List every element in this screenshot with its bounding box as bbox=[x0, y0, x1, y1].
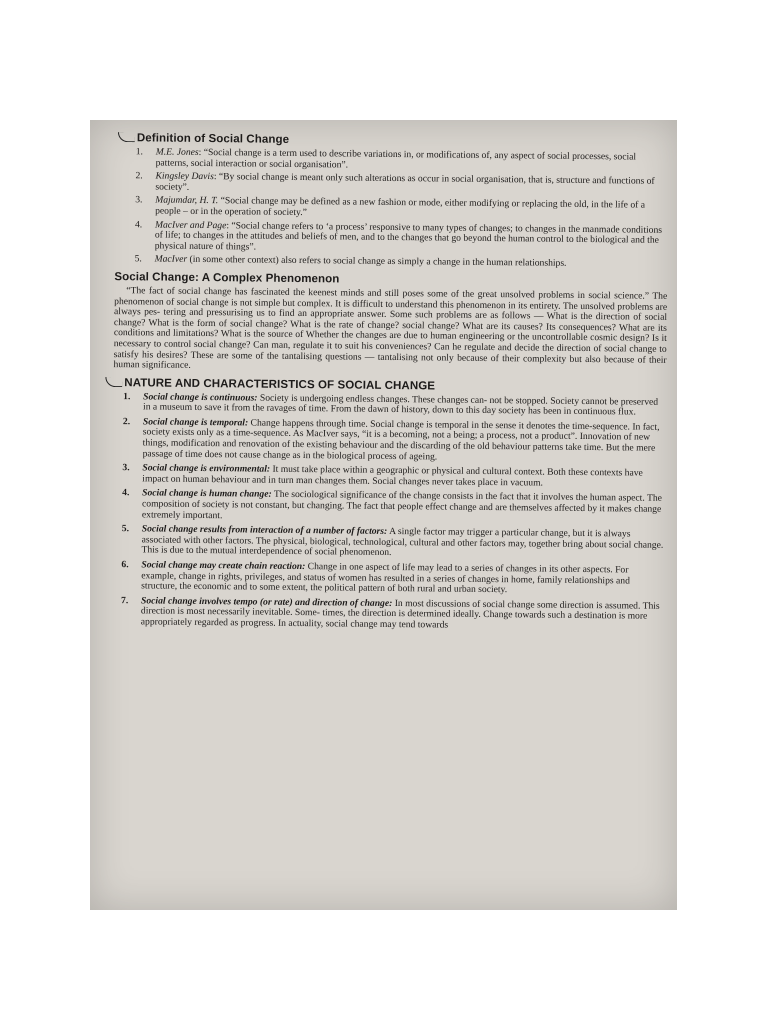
characteristic-text: Change happens through time. Social change is temporal in the sense it denotes the time-sequence. In fact, society exists only as a time-sequence. As MacIver says, “it is a becoming, not a being; a process, not a product”. Innovation of new things, modification and renovation of the existing behaviour and the discarding of the old behaviour patterns take time. But the mere passage of time does not cause change as in the biological process of ageing. bbox=[142, 417, 660, 463]
item-number: 5. bbox=[121, 523, 130, 535]
definition-author: MacIver and Page bbox=[154, 219, 227, 231]
definition-author: Kingsley Davis bbox=[155, 170, 214, 183]
definition-text: : “By social change is meant only such alterations as occur in social organisation, that is, structure and functions of society”. bbox=[155, 171, 655, 193]
characteristic-lead: Social change involves tempo (or rate) and direction of change: bbox=[140, 595, 393, 609]
characteristic-lead: Social change may create chain reaction: bbox=[141, 559, 306, 573]
tick-mark-icon bbox=[105, 377, 122, 387]
definition-item bbox=[107, 171, 668, 198]
characteristic-item bbox=[103, 560, 664, 598]
complex-paragraph: “The fact of social change has fascinated the keenest minds and still poses some of the great unsolved problems in social science.” The phenomenon of social change is not simple but complex. It is difficult to understand this phenomenon in its entirety. The unsolved problems are always pes- tering and pressurising us to find an appropriate answer. Some such problems are as follows — What is the direction of social change? What is the form of social change? What is the rate of change? social change? What are its causes? Its consequences? What are its conditions and limitations? What is the source of Whether the changes are due to human engineering or the uncontrollable cosmic design? Is it necessary to control social change? Can man, regulate it to suit his conveniences? Can he regulate and decide the direction of social change to satisfy his desires? These are some of the tantalising questions — tantalising not only because of their complexity but also because of their human significance. bbox=[113, 285, 668, 371]
item-number: 6. bbox=[121, 559, 129, 571]
item-number: 3. bbox=[122, 462, 130, 474]
characteristic-text: Society is undergoing endless changes. These changes can- not be stopped. Society cannot be preserved in a museum to save it from the ravages of time. From the dawn of history, down to this day society has been in continuous flux. bbox=[143, 392, 659, 418]
characteristic-item bbox=[104, 463, 665, 490]
item-number: 4. bbox=[134, 218, 143, 230]
characteristic-item bbox=[104, 524, 665, 562]
definition-text: : “Social change is a term used to describe variations in, or modifications of, any aspect of social processes, social patterns, social interaction or social organisation”. bbox=[155, 146, 637, 171]
characteristic-lead: Social change is human change: bbox=[142, 487, 272, 501]
characteristic-lead: Social change results from interaction of a number of factors: bbox=[141, 523, 388, 538]
definition-item bbox=[108, 147, 669, 174]
definition-author: Majumdar, H. T. bbox=[155, 194, 219, 207]
item-number: 1. bbox=[135, 146, 144, 158]
scanned-page bbox=[90, 120, 677, 910]
item-number: 2. bbox=[135, 170, 143, 182]
heading-complex: Social Change: A Complex Phenomenon bbox=[114, 271, 340, 286]
characteristic-text: Change in one aspect of life may lead to a series of changes in its other aspects. For example, change in rights, privileges, and status of women has resulted in a series of changes in home, family relationships and structure, the economic and to some extent, the political pattern of both rural and urban society. bbox=[141, 561, 630, 596]
item-number: 7. bbox=[120, 594, 129, 607]
characteristic-item bbox=[104, 488, 665, 526]
definition-text: (in some other context) also refers to social change as simply a change in the human relationships. bbox=[187, 254, 567, 270]
definition-item bbox=[107, 195, 668, 222]
item-number: 5. bbox=[134, 253, 142, 265]
page-content bbox=[103, 128, 669, 637]
characteristic-lead: Social change is environmental: bbox=[142, 462, 271, 475]
definition-item bbox=[107, 220, 668, 258]
item-number: 2. bbox=[122, 416, 131, 428]
characteristic-lead: Social change is temporal: bbox=[142, 416, 249, 429]
item-number: 3. bbox=[135, 194, 143, 206]
characteristic-item bbox=[103, 596, 664, 634]
heading-definition: Definition of Social Change bbox=[118, 132, 669, 150]
characteristic-text: The sociological significance of the change consists in the fact that it involves the human aspect. The composition of society is not constant, but changing. The fact that people effect change and are themselves affected by it makes change extremely important. bbox=[141, 489, 662, 521]
definition-text: : “Social change refers to ‘a process’ responsive to many types of changes; to changes in the manmade conditions of life; to changes in the attitudes and beliefs of men, and to the changes that go beyond the human control to the biological and the physical nature of things”. bbox=[154, 219, 663, 253]
characteristics-list bbox=[103, 392, 666, 634]
definitions-list bbox=[107, 147, 669, 271]
definition-author: MacIver bbox=[154, 253, 188, 266]
heading-nature: NATURE AND CHARACTERISTICS OF SOCIAL CHANGE bbox=[105, 377, 666, 395]
characteristic-text: It must take place within a geographic or physical and cultural context. Both these contexts have impact on human behaviour and in turn man changes them. Social changes never takes place in vacuum. bbox=[142, 463, 643, 489]
definition-author: M.E. Jones bbox=[155, 146, 199, 158]
characteristic-item bbox=[105, 392, 666, 419]
characteristic-text: In most discussions of social change some direction is assumed. This direction is most necessarily inevitable. Some- times, the direction is determined ideally. Change towards such a destination is more appropriately regarded as progress. In actuality, social change may tend towards bbox=[140, 597, 660, 631]
definition-item bbox=[107, 254, 668, 270]
characteristic-lead: Social change is continuous: bbox=[143, 391, 258, 404]
tick-mark-icon bbox=[118, 132, 135, 142]
characteristic-item bbox=[105, 417, 666, 465]
definition-text: “Social change may be defined as a new fashion or mode, either modifying or replacing the old, in the life of a people – or in the operation of society.” bbox=[155, 195, 646, 219]
item-number: 4. bbox=[122, 487, 130, 499]
characteristic-text: A single factor may trigger a particular change, but it is always associated with other factors. The physical, biological, technological, cultural and other factors may, together bring about social change. This is due to the mutual interdependence of social phenomenon. bbox=[141, 526, 664, 559]
item-number: 1. bbox=[123, 390, 131, 402]
